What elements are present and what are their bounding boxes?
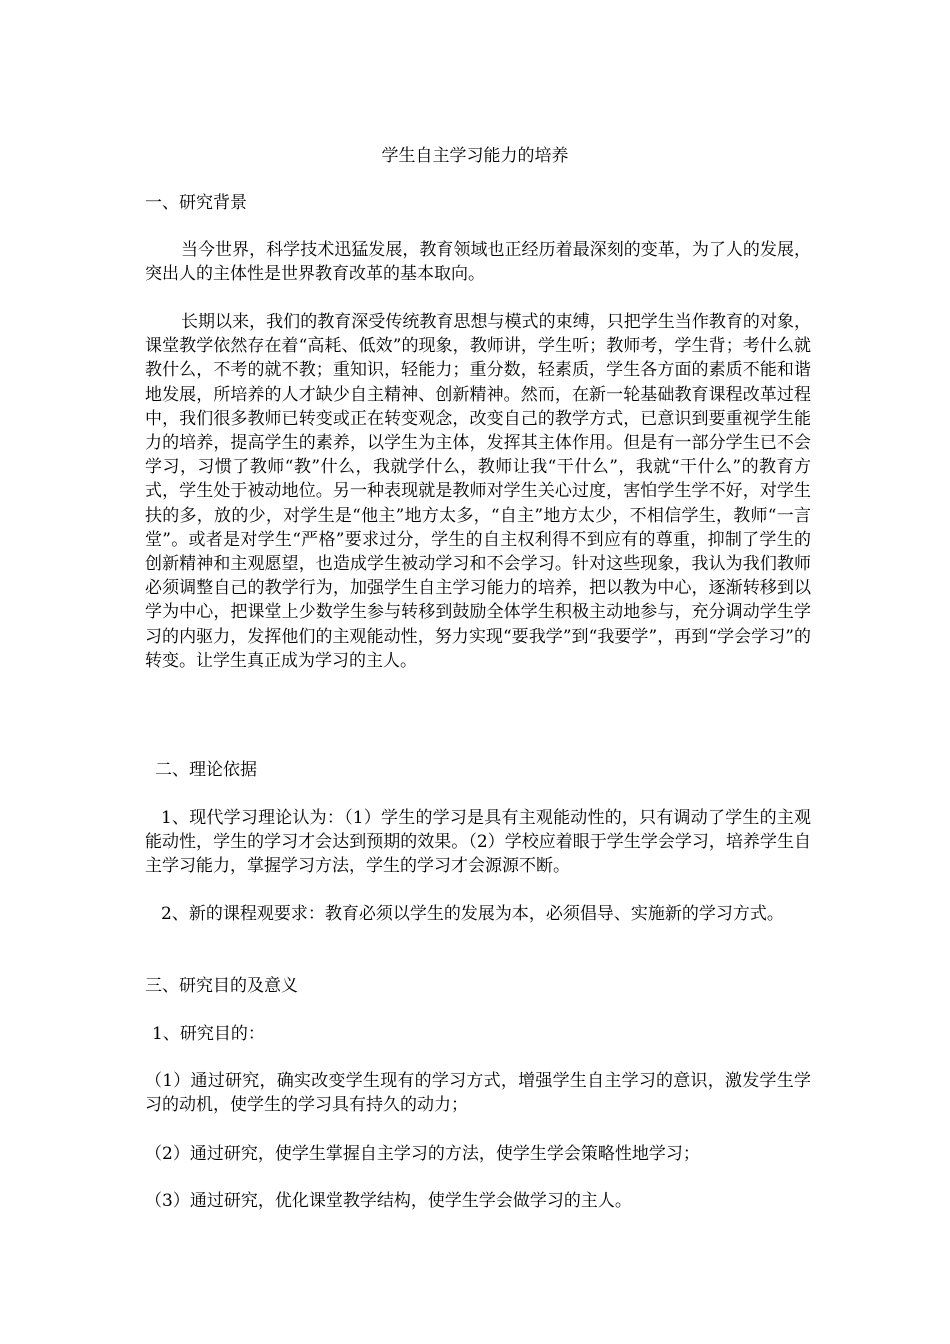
list-item-purpose-1: （1）通过研究，确实改变学生现有的学习方式，增强学生自主学习的意识，激发学生学习的动机，使学生的学习具有持久的动力；	[145, 1071, 811, 1116]
list-item-purpose-3: （3）通过研究，优化课堂教学结构，使学生学会做学习的主人。	[145, 1191, 632, 1211]
document-title: 学生自主学习能力的培养	[381, 146, 569, 166]
paragraph-theory-1: 1、现代学习理论认为：（1）学生的学习是具有主观能动性的，只有调动了学生的主观能动性，学生的学习才会达到预期的效果。（2）学校应着眼于学生学会学习，培养学生自主学习能力，掌握学习方法，学生的学习才会源源不断。	[145, 808, 811, 877]
section-heading-theory: 二、理论依据	[155, 760, 257, 780]
subheading-research-purpose: 1、研究目的：	[152, 1024, 265, 1044]
section-heading-purpose: 三、研究目的及意义	[145, 976, 298, 996]
paragraph-theory-2: 2、新的课程观要求：教育必须以学生的发展为本，必须倡导、实施新的学习方式。	[161, 904, 784, 924]
paragraph-background-2: 长期以来，我们的教育深受传统教育思想与模式的束缚，只把学生当作教育的对象，课堂教学依然存在着“高耗、低效”的现象，教师讲，学生听；教师考，学生背；考什么就教什么，不考的就不教；重知识，轻能力；重分数，轻素质，学生各方面的素质不能和谐地发展，所培养的人才缺少自主精神、创新精神。然而，在新一轮基础教育课程改革过程中，我们很多教师已转变或正在转变观念，改变自己的教学方式，已意识到要重视学生能力的培养，提高学生的素养，以学生为主体，发挥其主体作用。但是有一部分学生已不会学习，习惯了教师“教”什么，我就学什么，教师让我“干什么”，我就“干什么”的教育方式，学生处于被动地位。另一种表现就是教师对学生关心过度，害怕学生学不好，对学生扶的多，放的少，对学生是“他主”地方太多，“自主”地方太少，不相信学生，教师“一言堂”。或者是对学生“严格”要求过分，学生的自主权利得不到应有的尊重，抑制了学生的创新精神和主观愿望，也造成学生被动学习和不会学习。针对这些现象，我认为我们教师必须调整自己的教学行为，加强学生自主学习能力的培养，把以教为中心，逐渐转移到以学为中心，把课堂上少数学生参与转移到鼓励全体学生积极主动地参与，充分调动学生学习的内驱力，发挥他们的主观能动性，努力实现“要我学”到“我要学”，再到“学会学习”的转变。让学生真正成为学习的主人。	[145, 312, 811, 671]
list-item-purpose-2: （2）通过研究，使学生掌握自主学习的方法，使学生学会策略性地学习；	[145, 1144, 700, 1164]
section-heading-background: 一、研究背景	[145, 193, 247, 213]
paragraph-background-1: 当今世界，科学技术迅猛发展，教育领域也正经历着最深刻的变革，为了人的发展，突出人的主体性是世界教育改革的基本取向。	[145, 240, 811, 285]
